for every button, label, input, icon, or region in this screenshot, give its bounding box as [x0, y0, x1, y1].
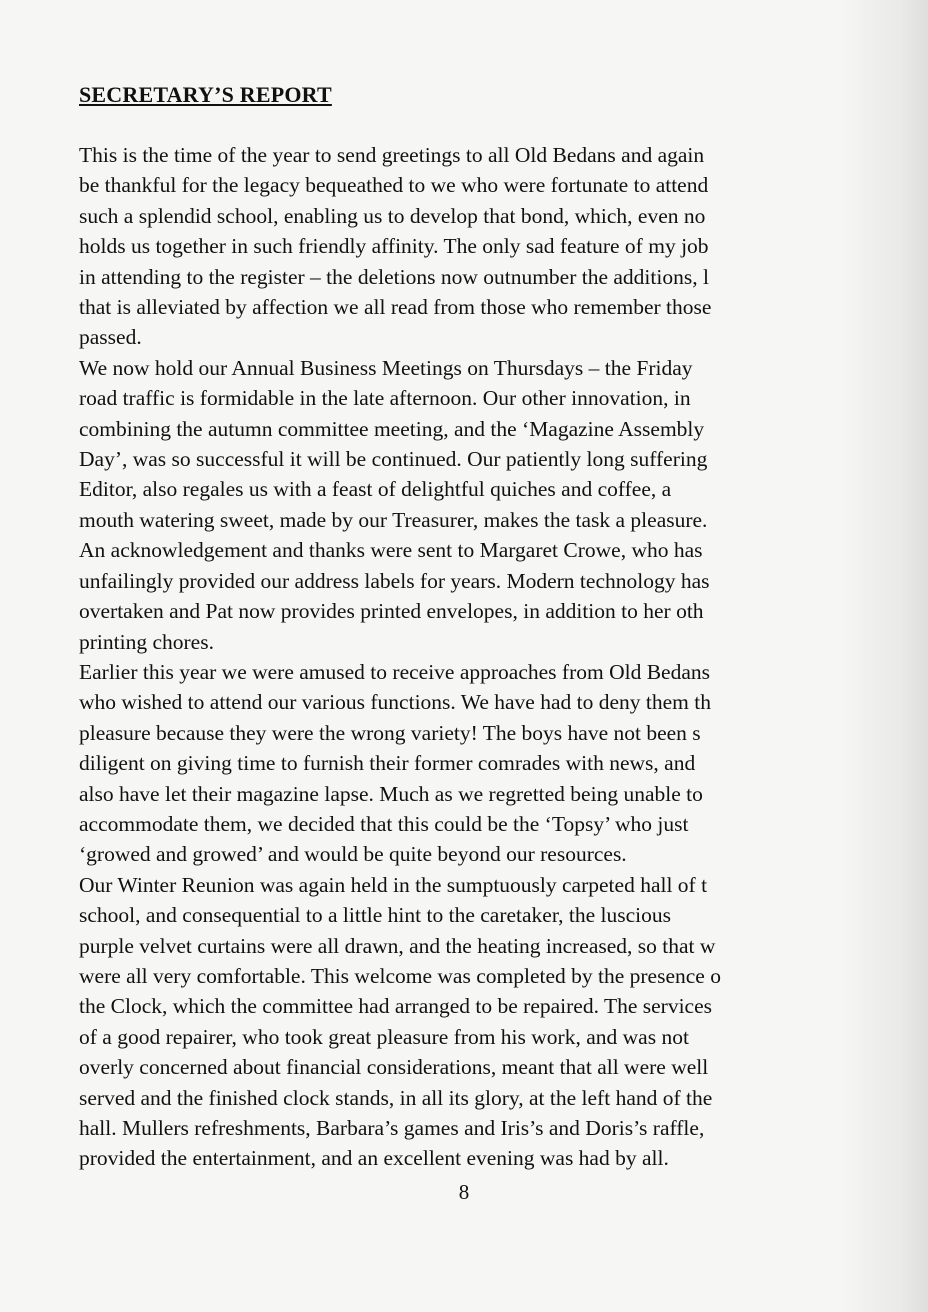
paragraph-line: such a splendid school, enabling us to develop that bond, which, even no — [79, 203, 706, 228]
report-paragraph — [79, 353, 849, 657]
paragraph-line: also have let their magazine lapse. Much as we regretted being unable to — [79, 781, 703, 806]
paragraph-line: the Clock, which the committee had arranged to be repaired. The services — [79, 994, 713, 1019]
paragraph-line: of a good repairer, who took great pleasure from his work, and was not — [79, 1024, 689, 1049]
report-title: SECRETARY’S REPORT — [79, 82, 332, 107]
paragraph-line: pleasure because they were the wrong variety! The boys have not been s — [79, 720, 701, 745]
paragraph-line: Editor, also regales us with a feast of delightful quiches and coffee, a — [79, 477, 672, 502]
paragraph-line: An acknowledgement and thanks were sent to Margaret Crowe, who has — [79, 538, 703, 563]
paragraph-line: served and the finished clock stands, in all its glory, at the left hand of the — [79, 1085, 713, 1110]
paragraph-line: were all very comfortable. This welcome was completed by the presence o — [79, 963, 721, 988]
paragraph-line: in attending to the register – the deletions now outnumber the additions, l — [79, 264, 709, 289]
paragraph-line: hall. Mullers refreshments, Barbara’s games and Iris’s and Doris’s raffle, — [79, 1116, 705, 1140]
paragraph-line: be thankful for the legacy bequeathed to we who were fortunate to attend — [79, 173, 709, 198]
report-paragraph — [79, 140, 849, 353]
paragraph-line: Our Winter Reunion was again held in the sumptuously carpeted hall of t — [79, 872, 708, 897]
report-paragraph — [79, 870, 849, 1174]
paragraph-line: ‘growed and growed’ and would be quite beyond our resources. — [79, 842, 627, 867]
paragraph-line: purple velvet curtains were all drawn, and the heating increased, so that w — [79, 933, 716, 958]
paragraph-line: overtaken and Pat now provides printed envelopes, in addition to her oth — [79, 599, 704, 624]
paragraph-line: We now hold our Annual Business Meetings on Thursdays – the Friday — [79, 355, 693, 380]
paragraph-line: mouth watering sweet, made by our Treasurer, makes the task a pleasure. — [79, 507, 708, 532]
paragraph-line: diligent on giving time to furnish their former comrades with news, and — [79, 751, 696, 776]
paragraph-line: unfailingly provided our address labels for years. Modern technology has — [79, 568, 710, 593]
paragraph-line: who wished to attend our various functions. We have had to deny them th — [79, 690, 711, 715]
paragraph-line: accommodate them, we decided that this could be the ‘Topsy’ who just — [79, 811, 689, 836]
paragraph-line: overly concerned about financial considerations, meant that all were well — [79, 1055, 709, 1080]
report-paragraph — [79, 657, 849, 870]
paragraph-line: school, and consequential to a little hint to the caretaker, the luscious — [79, 903, 672, 928]
page-number: 8 — [458, 1180, 470, 1204]
paragraph-line: holds us together in such friendly affinity. The only sad feature of my job — [79, 234, 709, 259]
paragraph-line: Day’, was so successful it will be continued. Our patiently long suffering — [79, 447, 708, 472]
scan-edge-shadow — [838, 0, 928, 1312]
report-paragraphs — [79, 140, 849, 1174]
paragraph-line: provided the entertainment, and an excellent evening was had by all. — [79, 1146, 669, 1171]
report-body — [79, 80, 849, 1174]
paragraph-line: Earlier this year we were amused to receive approaches from Old Bedans — [79, 659, 710, 684]
paragraph-line: This is the time of the year to send greetings to all Old Bedans and again — [79, 143, 705, 167]
paragraph-line: printing chores. — [79, 629, 214, 654]
paragraph-line: that is alleviated by affection we all read from those who remember those — [79, 295, 712, 320]
paragraph-line: road traffic is formidable in the late afternoon. Our other innovation, in — [79, 386, 691, 411]
paragraph-line: passed. — [79, 325, 142, 350]
paragraph-line: combining the autumn committee meeting, and the ‘Magazine Assembly — [79, 416, 705, 441]
